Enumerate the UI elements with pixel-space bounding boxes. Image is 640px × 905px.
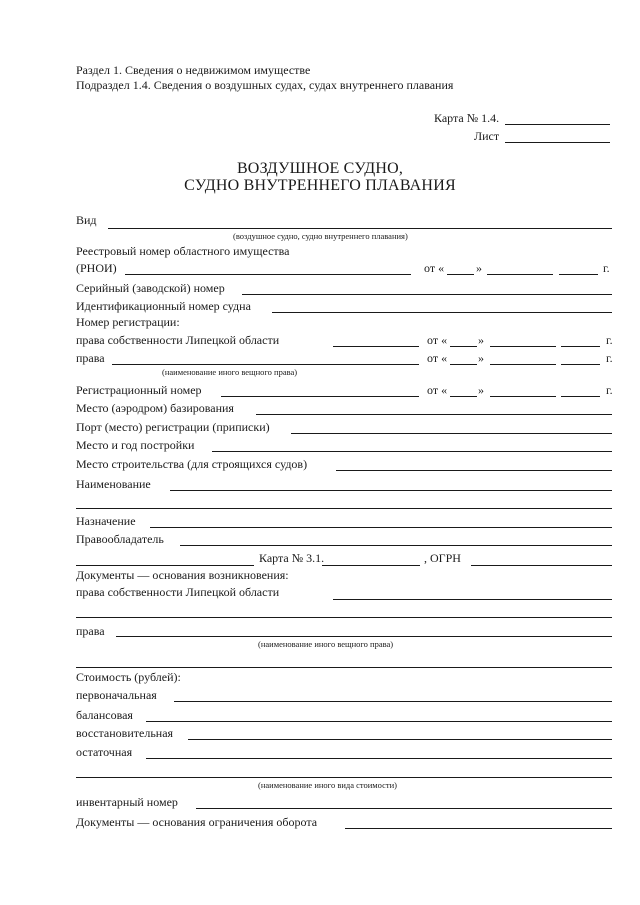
name-field[interactable] (170, 490, 612, 491)
sheet-label: Лист (474, 129, 500, 143)
registration-year-field[interactable] (561, 396, 600, 397)
cost-balance-label: балансовая (76, 708, 133, 722)
purpose-field[interactable] (150, 527, 612, 528)
sheet-field[interactable] (505, 142, 610, 143)
base-place-label: Место (аэродром) базирования (76, 401, 234, 415)
rnoi-field[interactable] (125, 274, 411, 275)
reg-ownership-quote-close: » (478, 333, 484, 347)
cost-heading: Стоимость (рублей): (76, 670, 181, 684)
built-place-year-label: Место и год постройки (76, 438, 195, 452)
card-number-label: Карта № 1.4. (434, 111, 500, 125)
docs-restriction-label: Документы — основания ограничения оборота (76, 815, 318, 829)
holder-field[interactable] (180, 545, 612, 546)
docs-restriction-field[interactable] (345, 828, 612, 829)
docs-origin-heading: Документы — основания возникновения: (76, 568, 289, 582)
docs-right-field-line2[interactable] (76, 667, 612, 668)
base-place-field[interactable] (256, 414, 612, 415)
vid-label: Вид (76, 213, 97, 227)
registration-year-suffix: г. (606, 383, 613, 397)
vid-field[interactable] (108, 228, 612, 229)
cost-other-hint: (наименование иного вида стоимости) (258, 780, 397, 790)
reg-right-year-suffix: г. (606, 351, 613, 365)
reg-ownership-year-field[interactable] (561, 346, 600, 347)
name-field-line2[interactable] (76, 508, 612, 509)
docs-ownership-field-line2[interactable] (76, 617, 612, 618)
rnoi-year-field[interactable] (559, 274, 598, 275)
serial-label: Серийный (заводской) номер (76, 281, 225, 295)
card-number-field[interactable] (505, 124, 610, 125)
docs-ownership-field[interactable] (333, 599, 612, 600)
cost-initial-label: первоначальная (76, 688, 157, 702)
rnoi-month-field[interactable] (487, 274, 553, 275)
port-field[interactable] (291, 433, 612, 434)
section-heading: Раздел 1. Сведения о недвижимом имуществе (76, 63, 311, 77)
name-label: Наименование (76, 477, 151, 491)
reg-ownership-day-field[interactable] (450, 346, 477, 347)
subsection-heading: Подраздел 1.4. Сведения о воздушных судах, судах внутреннего плавания (76, 78, 454, 92)
registration-number-label: Регистрационный номер (76, 383, 202, 397)
reg-right-field[interactable] (112, 364, 419, 365)
purpose-label: Назначение (76, 514, 136, 528)
construction-place-field[interactable] (336, 470, 612, 471)
reg-right-date-from: от « (427, 351, 448, 365)
reg-ownership-field[interactable] (333, 346, 419, 347)
cost-other-field[interactable] (76, 777, 612, 778)
registration-date-from: от « (427, 383, 448, 397)
registration-number-field[interactable] (221, 396, 419, 397)
rnoi-date-from: от « (424, 261, 445, 275)
cost-residual-field[interactable] (146, 758, 612, 759)
rnoi-label-1: Реестровый номер областного имущества (76, 244, 290, 258)
vessel-id-field[interactable] (272, 312, 612, 313)
serial-field[interactable] (242, 294, 612, 295)
inventory-number-label: инвентарный номер (76, 795, 178, 809)
reg-right-year-field[interactable] (561, 364, 600, 365)
docs-ownership-label: права собственности Липецкой области (76, 585, 280, 599)
holder-card-label: Карта № 3.1. (259, 551, 325, 565)
cost-restore-field[interactable] (188, 739, 612, 740)
docs-right-field[interactable] (116, 636, 612, 637)
docs-right-label: права (76, 624, 105, 638)
holder-label: Правообладатель (76, 532, 164, 546)
reg-ownership-label: права собственности Липецкой области (76, 333, 280, 347)
docs-right-hint: (наименование иного вещного права) (258, 639, 394, 649)
reg-ownership-month-field[interactable] (490, 346, 556, 347)
registration-quote-close: » (478, 383, 484, 397)
holder-card-field[interactable] (322, 565, 420, 566)
reg-ownership-date-from: от « (427, 333, 448, 347)
built-place-year-field[interactable] (212, 451, 612, 452)
reg-number-heading: Номер регистрации: (76, 315, 180, 329)
form-title-line1: ВОЗДУШНОЕ СУДНО, (236, 160, 404, 177)
cost-restore-label: восстановительная (76, 726, 174, 740)
vid-hint: (воздушное судно, судно внутреннего плавания) (233, 231, 408, 241)
rnoi-label-2: (РНОИ) (76, 261, 117, 275)
reg-right-hint: (наименование иного вещного права) (162, 367, 298, 377)
reg-right-quote-close: » (478, 351, 484, 365)
reg-right-label: права (76, 351, 105, 365)
holder-field-line2[interactable] (76, 565, 254, 566)
port-label: Порт (место) регистрации (приписки) (76, 420, 270, 434)
reg-right-month-field[interactable] (490, 364, 556, 365)
reg-ownership-year-suffix: г. (606, 333, 613, 347)
rnoi-day-field[interactable] (447, 274, 474, 275)
cost-balance-field[interactable] (146, 721, 612, 722)
registration-day-field[interactable] (450, 396, 477, 397)
reg-right-day-field[interactable] (450, 364, 477, 365)
cost-residual-label: остаточная (76, 745, 133, 759)
rnoi-year-suffix: г. (603, 261, 610, 275)
vessel-id-label: Идентификационный номер судна (76, 299, 251, 313)
registration-month-field[interactable] (490, 396, 556, 397)
construction-place-label: Место строительства (для строящихся судов) (76, 457, 308, 471)
form-title-line2: СУДНО ВНУТРЕННЕГО ПЛАВАНИЯ (184, 177, 456, 194)
holder-ogrn-field[interactable] (471, 565, 612, 566)
rnoi-quote-close: » (476, 261, 482, 275)
inventory-number-field[interactable] (196, 808, 612, 809)
holder-ogrn-label: , ОГРН (424, 551, 461, 565)
cost-initial-field[interactable] (174, 701, 612, 702)
